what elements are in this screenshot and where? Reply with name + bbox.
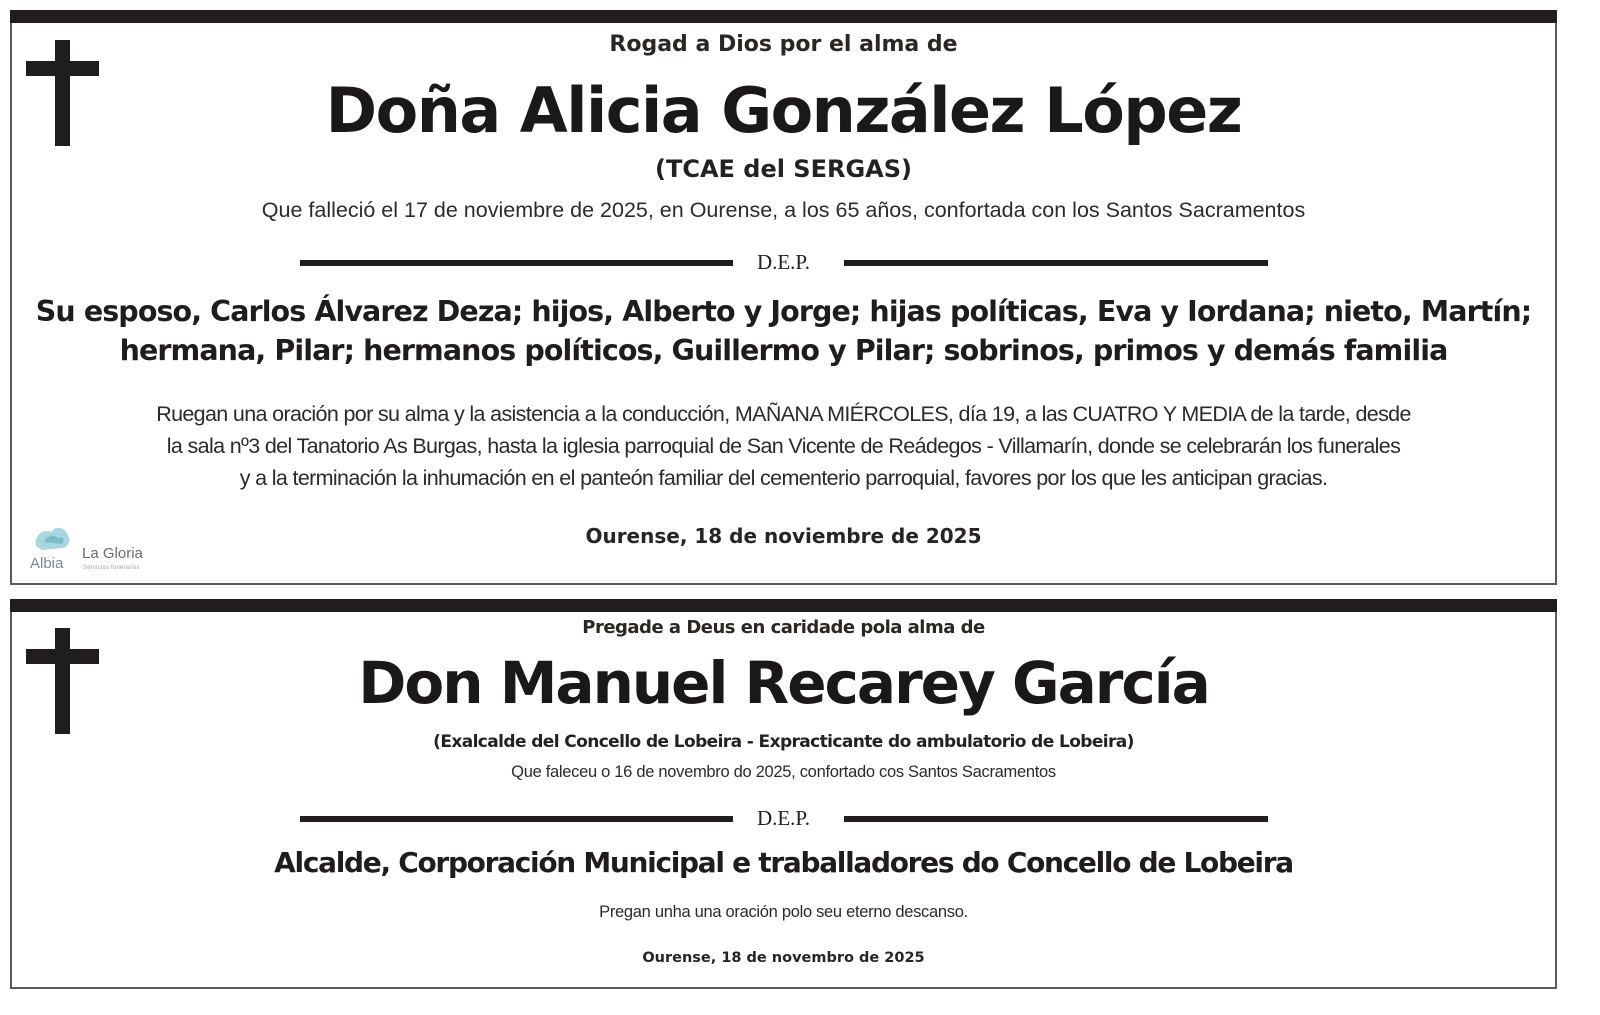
deceased-role: (TCAE del SERGAS): [654, 155, 912, 183]
funeral-home-logo: [28, 522, 158, 582]
family-line-1: Su esposo, Carlos Álvarez Deza; hijos, Alberto y Jorge; hijas políticas, Eva y Iordana; nieto, Martín;: [35, 295, 1532, 328]
dep-divider: [12, 806, 1555, 830]
family-line-2: hermana, Pilar; hermanos políticos, Guillermo y Pilar; sobrinos, primos y demás familia: [119, 334, 1448, 367]
request-line-1: Pregan unha una oración polo seu eterno descanso.: [599, 903, 968, 921]
albia-brand: Albia: [30, 555, 64, 572]
dep-label: D.E.P.: [756, 806, 811, 830]
deceased-role: (Exalcalde del Concello de Lobeira - Expracticante do ambulatorio de Lobeira): [433, 732, 1134, 752]
request-line-2: la sala nº3 del Tanatorio As Burgas, hasta la iglesia parroquial de San Vicente de Reádegos - Villamarín, donde se celebrarán los funerales: [166, 434, 1401, 458]
obituary-notice-2: [10, 599, 1557, 989]
notice-intro: Pregade a Deus en caridade pola alma de: [582, 617, 985, 638]
notice-intro: Rogad a Dios por el alma de: [609, 32, 958, 57]
death-info: Que falleció el 17 de noviembre de 2025, en Ourense, a los 65 años, confortada con los Santos Sacramentos: [261, 198, 1306, 222]
place-date: Ourense, 18 de novembro de 2025: [642, 950, 925, 966]
notice-top-bar: [10, 599, 1557, 612]
request-line-3: y a la terminación la inhumación en el panteón familiar del cementerio parroquial, favores por los que les anticipan gracias.: [239, 466, 1328, 490]
funeral-home-subtitle: Servicios funerarios: [83, 565, 140, 571]
divider-right: [844, 260, 1268, 266]
obituary-notice-1: [10, 10, 1557, 585]
request-line-1: Ruegan una oración por su alma y la asistencia a la conducción, MAÑANA MIÉRCOLES, día 19, a las CUATRO Y MEDIA de la tarde, desde: [156, 402, 1411, 426]
family-line-1: Alcalde, Corporación Municipal e traballadores do Concello de Lobeira: [274, 846, 1293, 879]
deceased-name: Don Manuel Recarey García: [358, 649, 1209, 717]
dep-divider: [12, 250, 1555, 274]
death-info: Que faleceu o 16 de novembro do 2025, confortado cos Santos Sacramentos: [511, 763, 1056, 781]
albia-logo-icon: [32, 524, 72, 554]
divider-right: [844, 816, 1268, 822]
funeral-home-name: La Gloria: [82, 545, 143, 562]
deceased-name: Doña Alicia González López: [325, 74, 1242, 147]
place-date: Ourense, 18 de noviembre de 2025: [585, 524, 982, 548]
dep-label: D.E.P.: [756, 250, 811, 274]
notice-top-bar: [10, 10, 1557, 23]
